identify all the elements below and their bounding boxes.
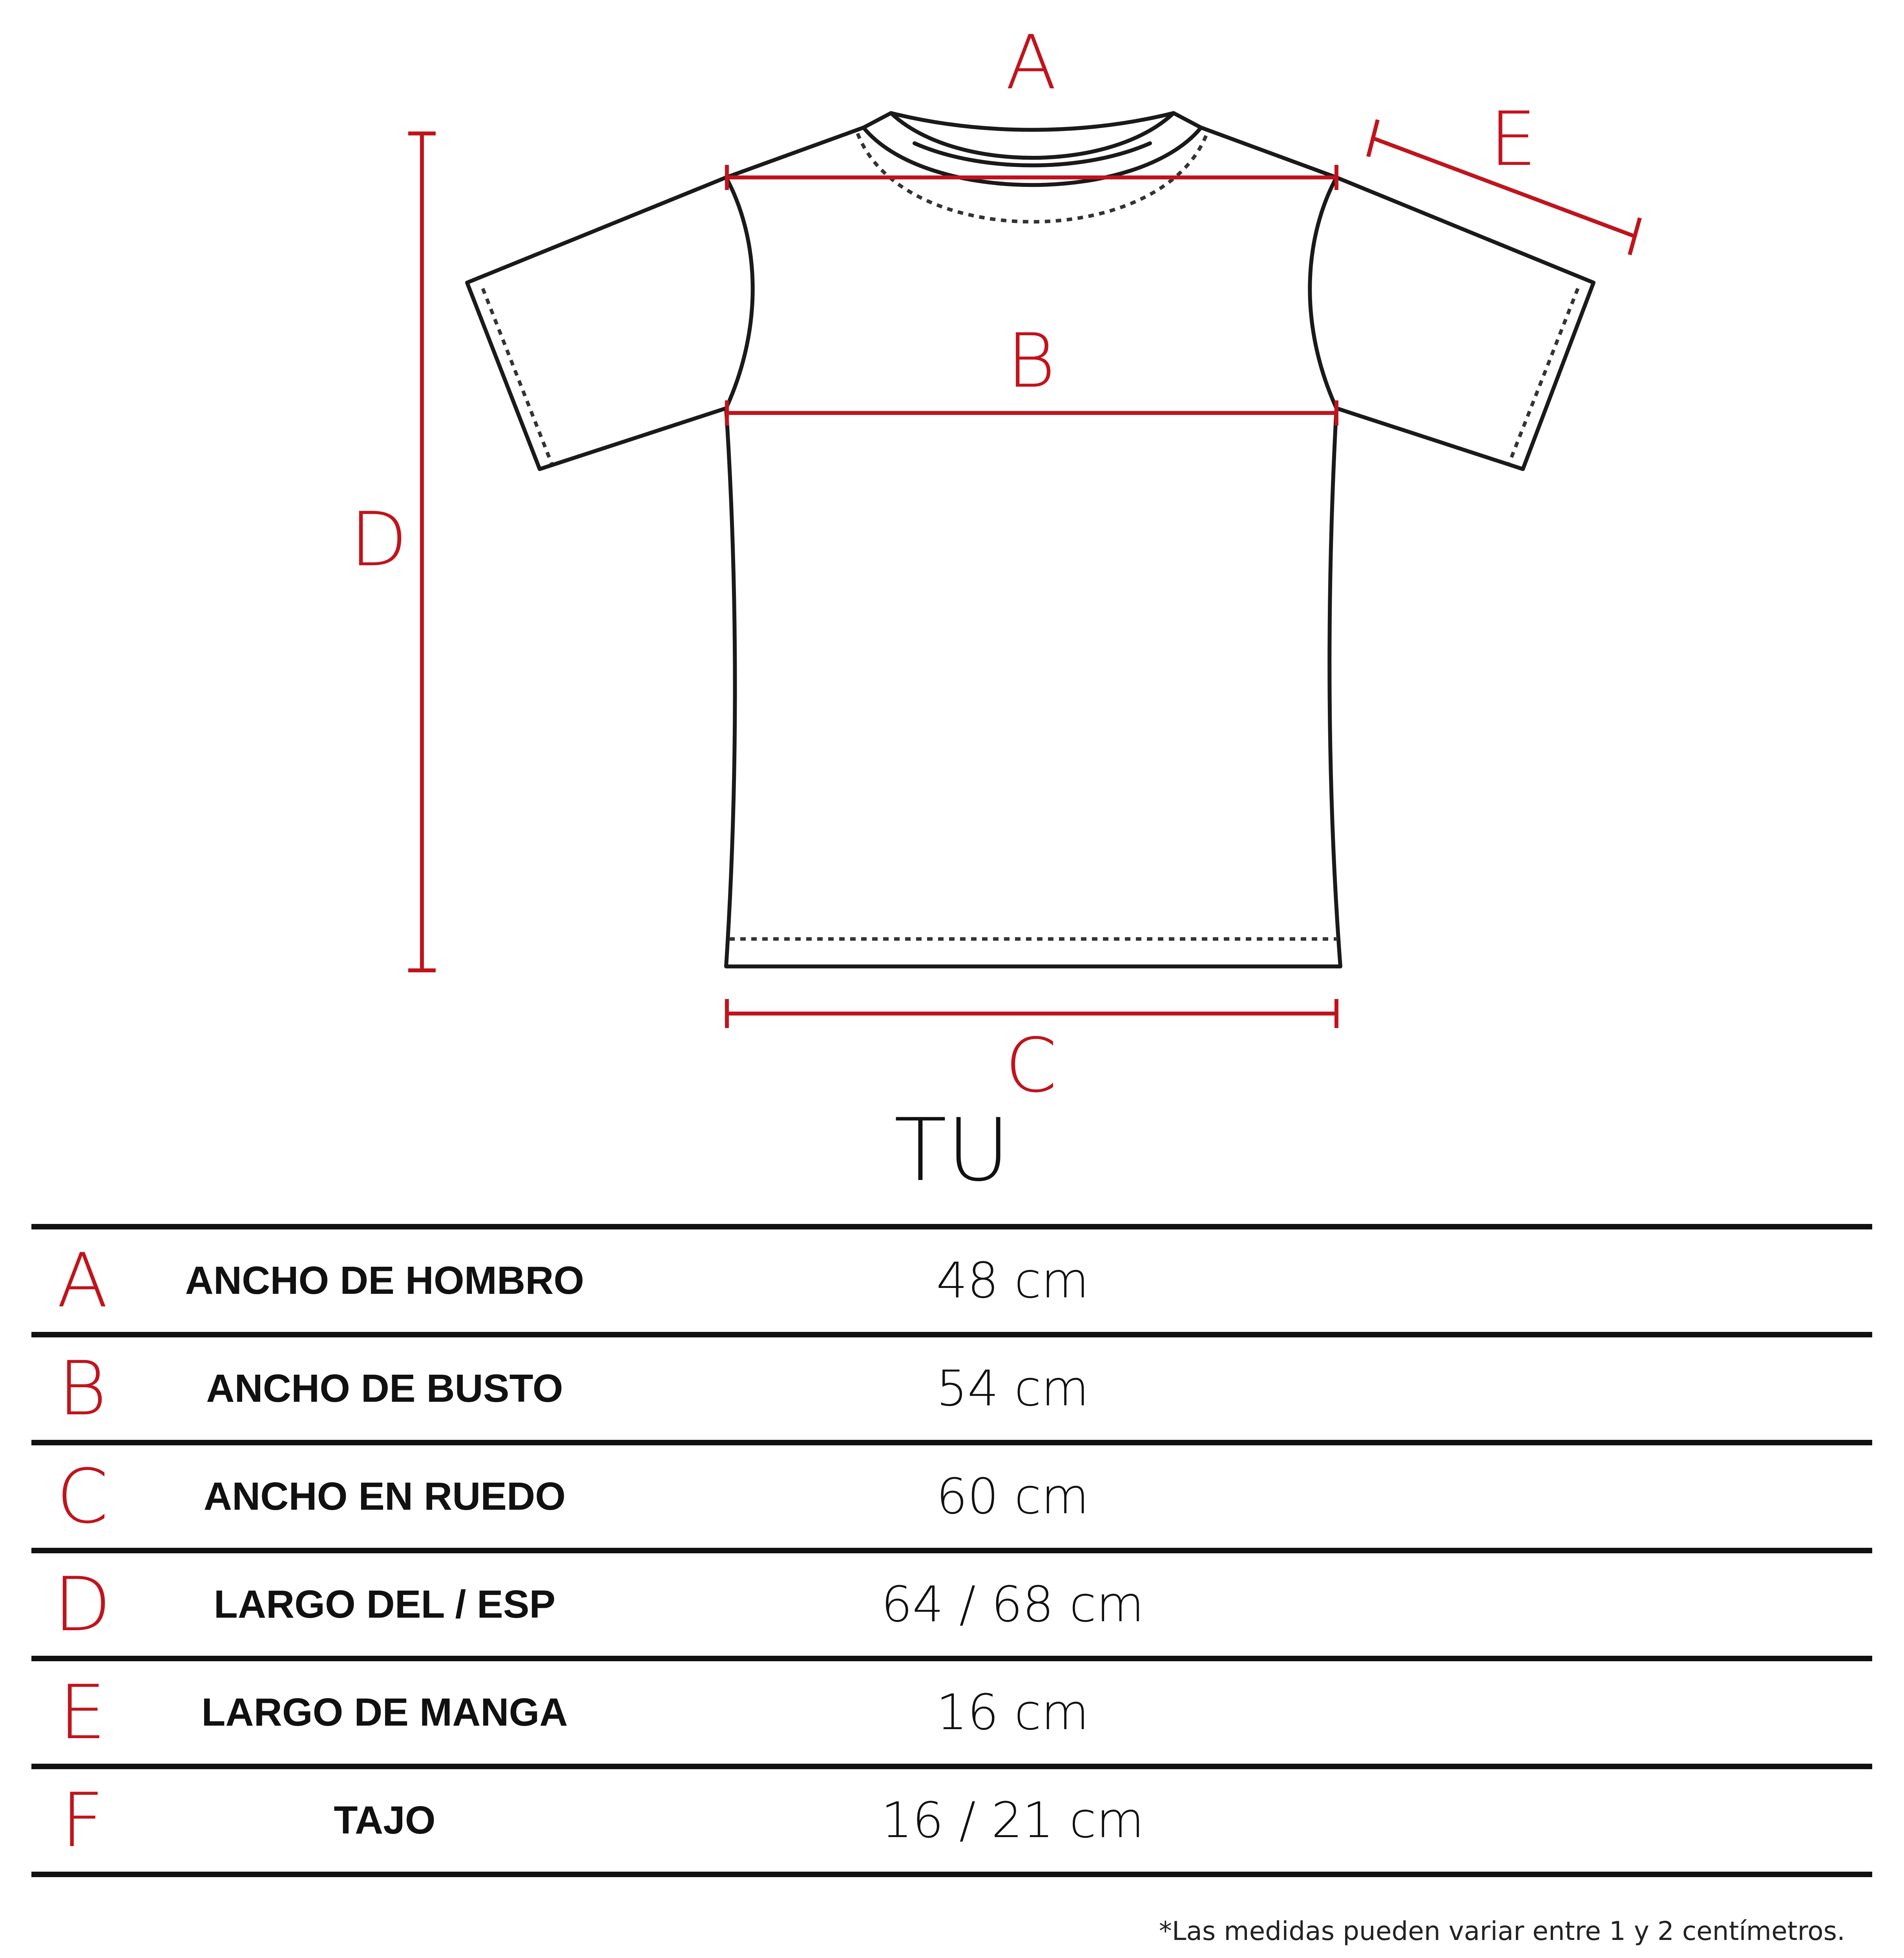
table-row bbox=[31, 1337, 1872, 1440]
table-row bbox=[31, 1661, 1872, 1764]
row-letter: F bbox=[61, 1777, 104, 1864]
table-rule bbox=[31, 1332, 1872, 1337]
tshirt-body bbox=[467, 113, 1594, 966]
row-letter: D bbox=[53, 1561, 111, 1648]
row-measure-name: TAJO bbox=[334, 1798, 436, 1842]
row-measure-value: 16 cm bbox=[936, 1684, 1089, 1741]
label-d: D bbox=[350, 496, 408, 583]
row-letter: A bbox=[57, 1237, 108, 1324]
row-measure-name: ANCHO DE HOMBRO bbox=[185, 1258, 584, 1302]
row-measure-value: 54 cm bbox=[936, 1360, 1089, 1417]
table-rule bbox=[31, 1764, 1872, 1769]
table-row bbox=[31, 1769, 1872, 1872]
label-c: C bbox=[1005, 1022, 1057, 1109]
row-measure-name: ANCHO EN RUEDO bbox=[203, 1474, 566, 1518]
label-e: E bbox=[1489, 96, 1537, 183]
row-measure-value: 48 cm bbox=[936, 1252, 1089, 1309]
row-letter: C bbox=[56, 1453, 109, 1540]
row-measure-name: LARGO DEL / ESP bbox=[214, 1582, 556, 1626]
table-row bbox=[31, 1229, 1872, 1332]
row-measure-value: 64 / 68 cm bbox=[881, 1576, 1144, 1633]
footnote: *Las medidas pueden variar entre 1 y 2 centímetros. bbox=[1159, 1916, 1845, 1946]
measurement-d bbox=[408, 133, 436, 970]
row-measure-name: ANCHO DE BUSTO bbox=[206, 1366, 563, 1410]
table-row bbox=[31, 1445, 1872, 1548]
tshirt-outline bbox=[467, 113, 1594, 966]
table-rule bbox=[31, 1548, 1872, 1553]
size-title: TU bbox=[894, 1100, 1010, 1200]
table-rule bbox=[31, 1440, 1872, 1445]
row-measure-value: 60 cm bbox=[936, 1468, 1089, 1525]
table-row bbox=[31, 1553, 1872, 1656]
row-letter: E bbox=[58, 1669, 106, 1756]
table-rule bbox=[31, 1872, 1872, 1877]
row-measure-value: 16 / 21 cm bbox=[881, 1792, 1144, 1849]
label-b: B bbox=[1006, 318, 1056, 404]
row-letter: B bbox=[58, 1345, 107, 1432]
measurement-table bbox=[31, 1224, 1872, 1877]
label-a: A bbox=[1006, 19, 1057, 106]
table-rule bbox=[31, 1224, 1872, 1229]
row-measure-name: LARGO DE MANGA bbox=[201, 1690, 568, 1734]
table-rule bbox=[31, 1656, 1872, 1661]
